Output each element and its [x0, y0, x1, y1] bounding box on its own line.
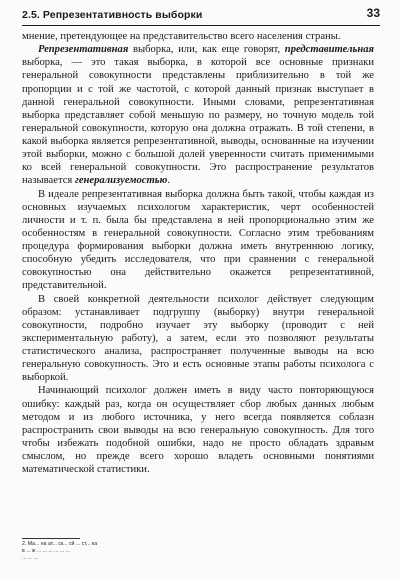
paragraph-common-error — [22, 384, 374, 476]
paragraph-text: В идеале репрезентативная выборка должна быть такой, чтобы каждая из основных изучаемых психологом характеристик, черт особенностей личности и т. п. была бы представлена в ней пропорционально этим же особенностям в генеральной совокупности. Согласно этим требованиям процедура формирования выборки должна иметь внутреннюю логику, способную убедить исследователя, что при сравнении с генеральной совокупностью она действительно окажется репрезентативной, представительной. — [22, 188, 374, 292]
paragraph-ideal-sample — [22, 188, 374, 293]
footnote-line: ... ... ... — [22, 555, 38, 561]
term-generalizability: генерализуемостью — [74, 175, 168, 187]
term-representative-alt: представительная — [284, 44, 374, 56]
footnote — [22, 541, 142, 562]
footnote-rule — [22, 538, 80, 539]
paragraph-text: выборка, — это такая выборка, в которой все основные признаки генеральной совокупности представлены приблизительно в той же пропорции и с той же частотой, с которой данный признак выступает в данной генеральной совокупности. Иными словами, репрезентативная выборка представляет собой меньшую по размеру, но точную модель той генеральной совокупности, которую она должна отражать. В той степени, в какой выборка является репрезентативной, выводы, основанные на изучении этой выборки, можно с большой долей уверенности считать применимыми ко всей генеральной совокупности. Это распространение результатов называется — [22, 57, 374, 187]
paragraph-continuation — [22, 30, 374, 43]
footnote-line: 2. Ма... на ат... ск... сй ... ст... ка — [22, 541, 98, 547]
term-representative: Репрезентативная — [38, 44, 129, 56]
section-title: 2.5. Репрезентативность выборки — [22, 9, 203, 21]
running-header — [22, 6, 380, 26]
paragraph-procedure — [22, 293, 374, 385]
paragraph-text: . — [167, 175, 170, 187]
paragraph-text: Начинающий психолог должен иметь в виду часто повторяющуюся ошибку: каждый раз, когда он осуществляет сбор любых данных любым методом и из любого источника, у него всегда появляется соблазн распространить свои выводы на всю генеральную совокупность. Для того чтобы избежать подобной ошибки, надо не просто обладать здравым смыслом, но прежде всего хорошо владеть основными понятиями математической статистики. — [22, 385, 374, 476]
paragraph-definition — [22, 43, 374, 187]
footnote-line: в ... ж ... ... ... ... ... ... — [22, 548, 71, 554]
paragraph-text: В своей конкретной деятельности психолог действует следующим образом: устанавливает подгруппу (выборку) внутри генеральной совокупности, подробно изучает эту выборку (проводит с ней экспериментальную работу), а затем, если это позволяют результаты статистического анализа, распространяет полученные выводы на всю генеральную совокупность. Это и есть основные этапы работы психолога с выборкой. — [22, 293, 374, 384]
page-number: 33 — [366, 6, 380, 20]
body-text — [22, 30, 374, 476]
paragraph-text: мнение, претендующее на представительство всего населения страны. — [22, 31, 341, 42]
paragraph-text: выборка, или, как еще говорят, — [128, 44, 285, 56]
header-rule — [22, 25, 380, 26]
